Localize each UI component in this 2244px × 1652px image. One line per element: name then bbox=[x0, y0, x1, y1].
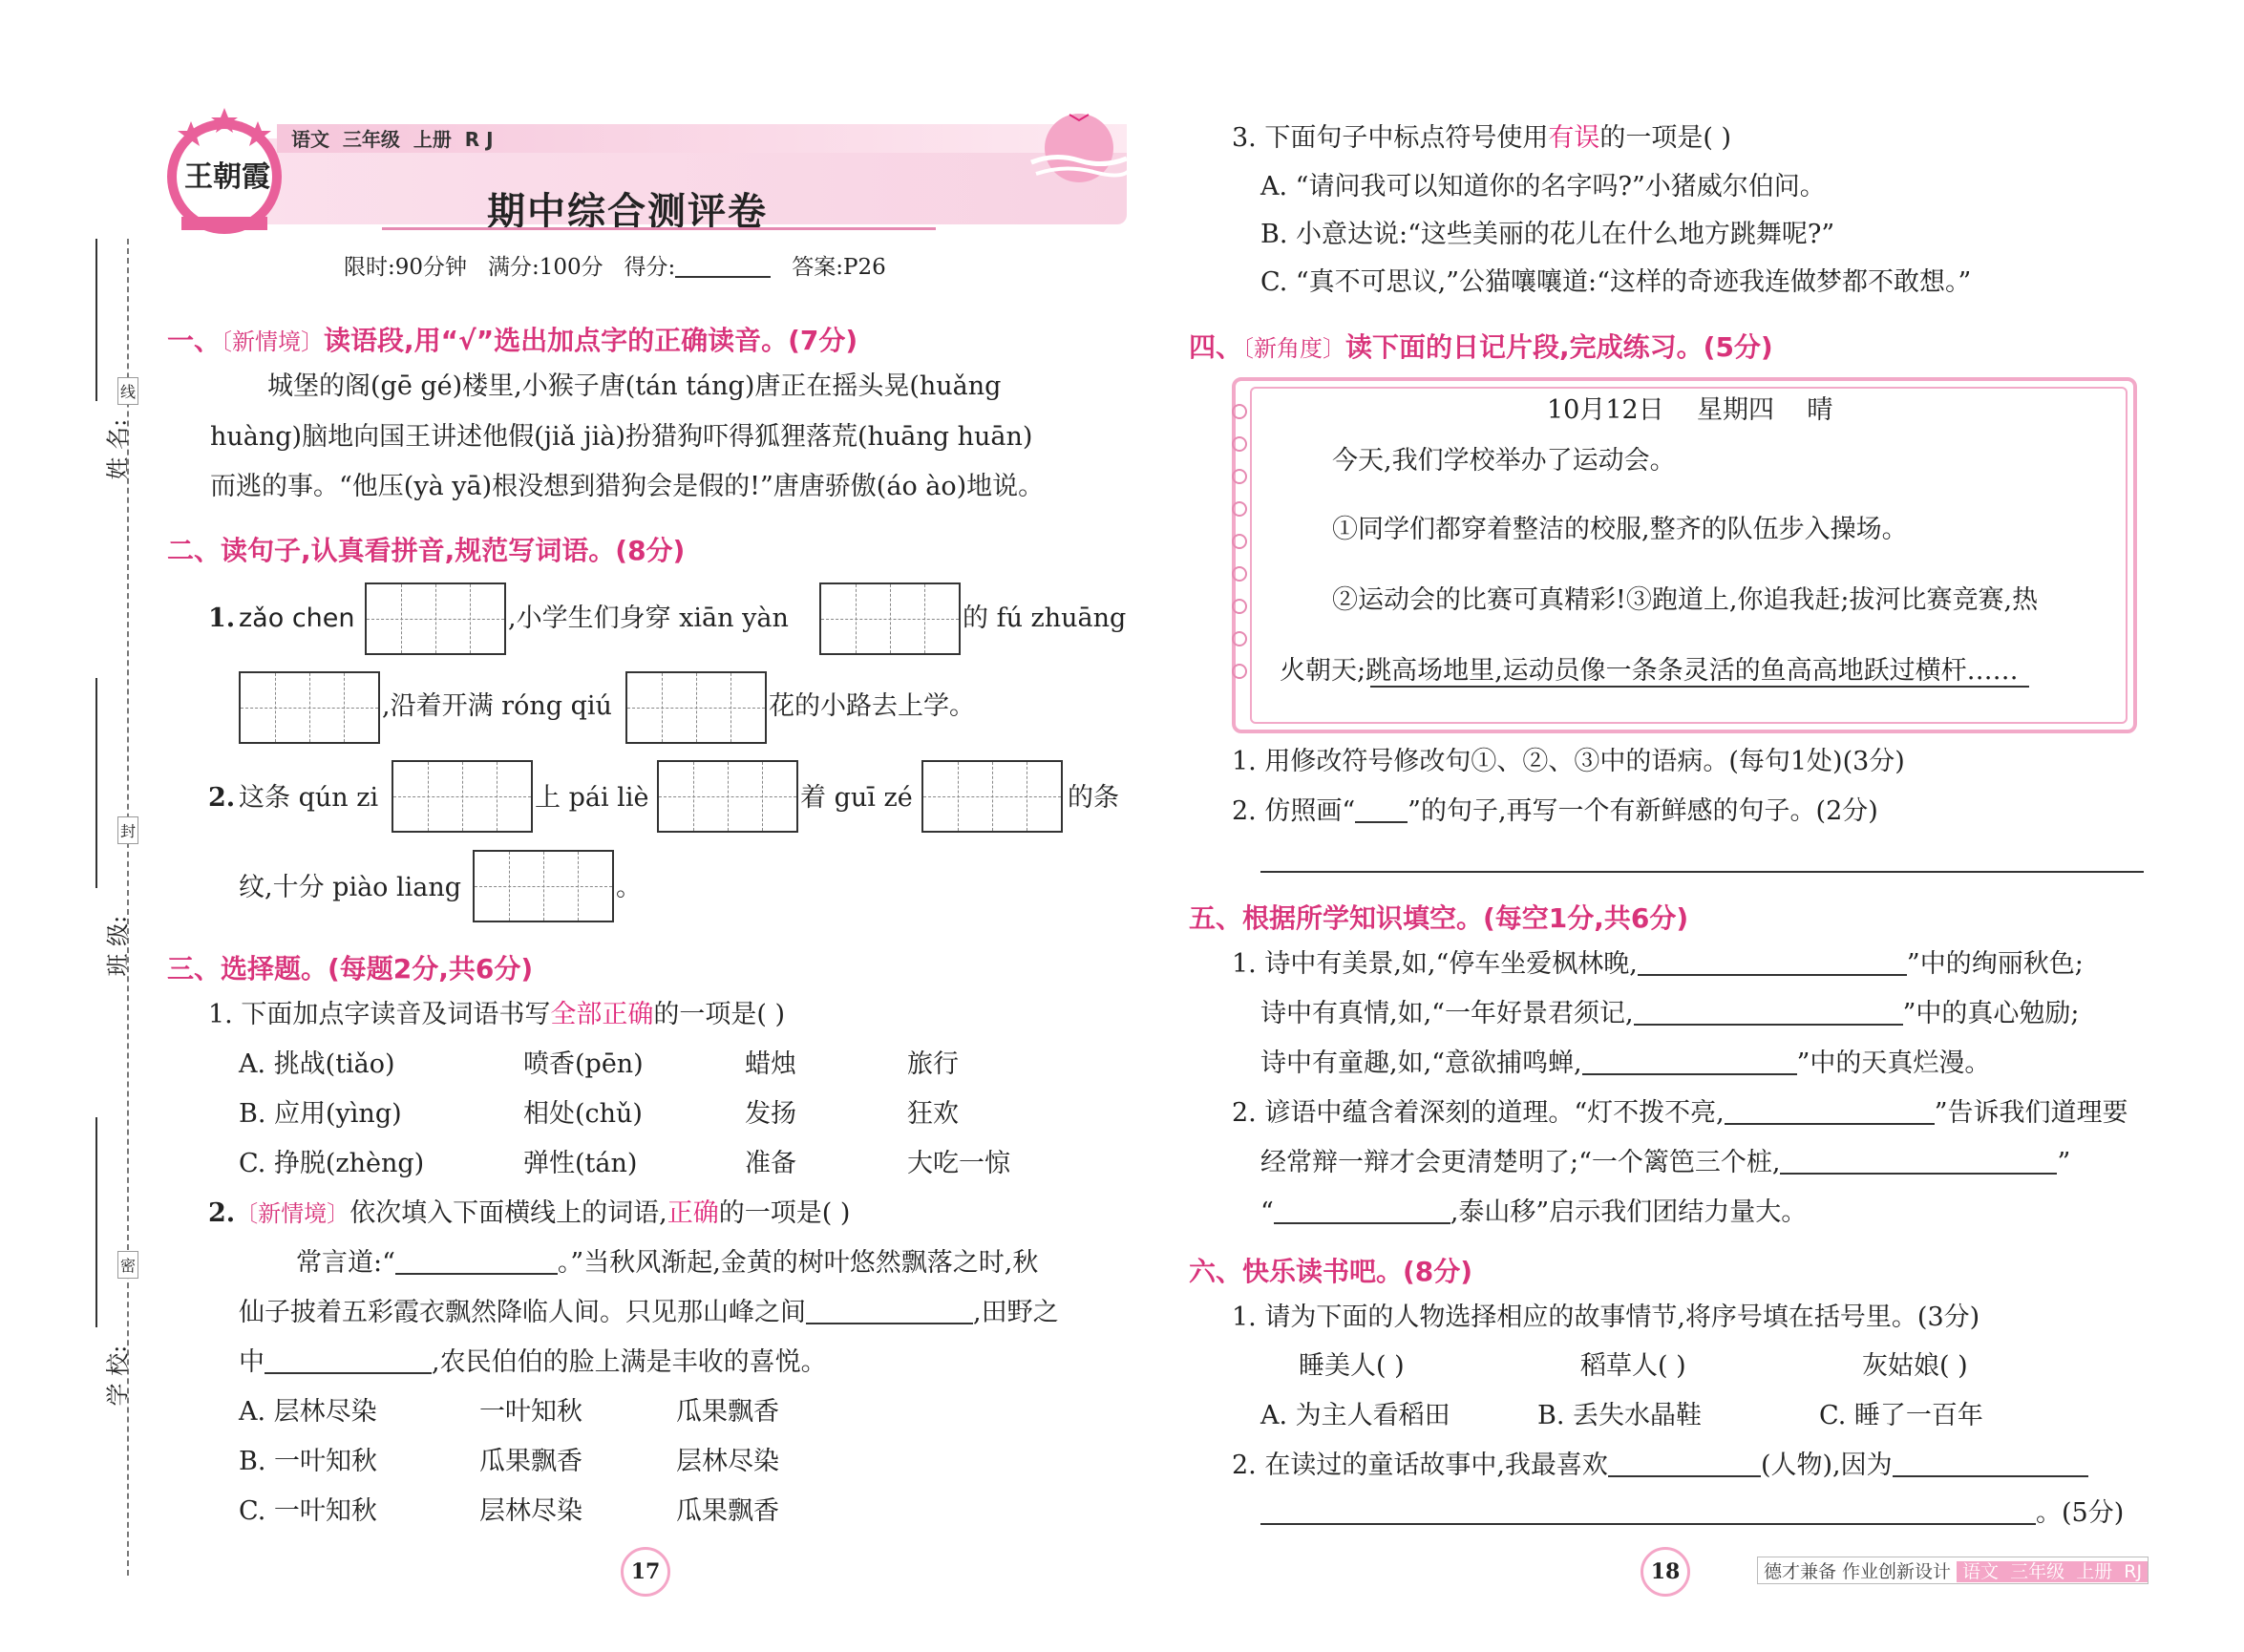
diary-line-2: ①同学们都穿着整洁的校服,整齐的队伍步入操场。 bbox=[1332, 515, 1908, 544]
title-underline bbox=[382, 227, 936, 230]
school-line[interactable] bbox=[95, 1117, 97, 1327]
q2-2-num: 2. bbox=[208, 783, 236, 813]
q3-2-passage-3 bbox=[239, 1345, 827, 1380]
section1-line-2: huàng)脑地向国王讲述他假(jiǎ jià)扮猎狗吓得狐狸落荒(huāng huān) bbox=[210, 422, 1033, 452]
name-label: 姓 名: bbox=[104, 418, 132, 480]
class-field[interactable] bbox=[67, 668, 132, 984]
q2-2-text-3: 着 guī zé bbox=[800, 783, 913, 813]
opt-c-1: C. 挣脱(zhèng) bbox=[239, 1149, 425, 1178]
q2opt-b-2: 瓜果飘香 bbox=[479, 1447, 582, 1476]
q3-3-pre: 3. 下面句子中标点符号使用 bbox=[1232, 123, 1549, 153]
q5-1a: 1. 诗中有美景,如,“停车坐爱枫林晚, bbox=[1232, 949, 1638, 979]
section1-num: 一、 bbox=[167, 325, 222, 356]
answer-ref: 答案:P26 bbox=[792, 255, 886, 280]
passage-1b: 。”当秋风渐起,金黄的树叶悠然飘落之时,秋 bbox=[557, 1248, 1039, 1278]
char-grid-xianyan[interactable] bbox=[819, 582, 961, 655]
diary-underline bbox=[1370, 686, 2029, 688]
q5-1b: ”中的绚丽秋色; bbox=[1906, 949, 2084, 979]
q3-1-post: 的一项是( ) bbox=[653, 1000, 785, 1029]
q5-line-2 bbox=[1260, 997, 2079, 1031]
name-line[interactable] bbox=[95, 239, 97, 401]
q2opt-c-3: 瓜果飘香 bbox=[676, 1496, 779, 1526]
footer-brand bbox=[1757, 1557, 2149, 1584]
school-label: 学 校: bbox=[104, 1345, 132, 1407]
q5-line-6 bbox=[1260, 1196, 1807, 1230]
passage-blank-1[interactable] bbox=[395, 1248, 558, 1275]
notebook-spiral bbox=[1228, 400, 1257, 706]
char-grid-guize[interactable] bbox=[921, 760, 1063, 833]
q2-2-text-2: 上 pái liè bbox=[535, 783, 649, 813]
q2-1-text-2: 的 fú zhuāng bbox=[963, 604, 1127, 633]
logo-text: 王朝霞 bbox=[184, 160, 270, 194]
q2-1-text-3: ,沿着开满 róng qiú bbox=[382, 691, 612, 721]
section1-line-1: 城堡的阁(gē gé)楼里,小猴子唐(tán táng)唐正在摇头晃(huǎng bbox=[267, 371, 1002, 401]
q3-2-pre: 依次填入下面横线上的词语, bbox=[349, 1198, 667, 1228]
q4-1: 1. 用修改符号修改句①、②、③中的语病。(每句1处)(3分) bbox=[1232, 747, 1905, 776]
q5-line-3 bbox=[1260, 1047, 1990, 1081]
q6-1: 1. 请为下面的人物选择相应的故事情节,将序号填在括号里。(3分) bbox=[1232, 1303, 1980, 1332]
q5-2a: 诗中有真情,如,“一年好景君须记, bbox=[1260, 999, 1634, 1028]
q6-2-mid: (人物),因为 bbox=[1760, 1451, 1893, 1480]
q2-2-text-1: 这条 qún zi bbox=[239, 783, 379, 813]
page-number-right: 18 bbox=[1641, 1547, 1690, 1597]
section4-tag: 〔新角度〕 bbox=[1242, 335, 1346, 362]
char-grid-piaoliang[interactable] bbox=[473, 850, 614, 922]
time-limit: 限时:90分钟 bbox=[344, 255, 468, 280]
q5-blank-1[interactable] bbox=[1638, 949, 1907, 976]
section1-line-3: 而逃的事。“他压(yà yā)根没想到猎狗会是假的!”唐唐骄傲(áo ào)地说。 bbox=[210, 472, 1045, 501]
q2-1-text-1: ,小学生们身穿 xiān yàn bbox=[508, 604, 789, 633]
opt-a-1: A. 挑战(tiǎo) bbox=[239, 1049, 395, 1079]
q4-2-answer-line[interactable] bbox=[1260, 871, 2144, 873]
diary-line-3: ②运动会的比赛可真精彩!③跑道上,你追我赶;拔河比赛竞赛,热 bbox=[1332, 585, 2039, 615]
q3-3-option-a[interactable]: A. “请问我可以知道你的名字吗?”小猪威尔伯问。 bbox=[1260, 172, 1826, 201]
class-line[interactable] bbox=[95, 678, 97, 888]
passage-2b: ,田野之 bbox=[973, 1298, 1059, 1327]
opt-b-1: B. 应用(yìng) bbox=[239, 1099, 402, 1129]
passage-blank-2[interactable] bbox=[806, 1298, 973, 1324]
section3-heading: 三、选择题。(每题2分,共6分) bbox=[167, 953, 534, 985]
q2opt-a-2: 一叶知秋 bbox=[479, 1397, 582, 1427]
q6-2-end: 。(5分) bbox=[2036, 1498, 2125, 1528]
char-grid-fuzhuang[interactable] bbox=[239, 671, 380, 744]
passage-2a: 仙子披着五彩霞衣飘然降临人间。只见那山峰之间 bbox=[239, 1298, 806, 1327]
q3-2-passage-2 bbox=[239, 1296, 1059, 1330]
section1-tag: 〔新情境〕 bbox=[221, 328, 325, 355]
q5-5a: 经常辩一辩才会更清楚明了;“一个篱笆三个桩, bbox=[1260, 1148, 1781, 1177]
q3-2-post: 的一项是( ) bbox=[718, 1198, 851, 1228]
q2opt-c-2: 层林尽染 bbox=[479, 1496, 582, 1526]
section5-heading: 五、根据所学知识填空。(每空1分,共6分) bbox=[1189, 902, 1689, 934]
q6-2-blank-1[interactable] bbox=[1608, 1451, 1761, 1477]
char-grid-zaochen[interactable] bbox=[365, 582, 506, 655]
q5-5b: ” bbox=[2057, 1148, 2071, 1177]
passage-1a: 常言道:“ bbox=[296, 1248, 395, 1278]
subject-line: 语文 三年级 上册 R J bbox=[291, 128, 494, 151]
q6-2-line-2 bbox=[1260, 1496, 2124, 1531]
q2opt-b-1: B. 一叶知秋 bbox=[239, 1447, 378, 1476]
q3-3-stem bbox=[1232, 121, 1731, 156]
person-scarecrow[interactable]: 稻草人( ) bbox=[1580, 1351, 1686, 1381]
opt-a-2: 喷香(pēn) bbox=[523, 1049, 644, 1079]
q5-blank-3[interactable] bbox=[1582, 1048, 1797, 1075]
q5-blank-2[interactable] bbox=[1634, 999, 1903, 1026]
passage-3b: ,农民伯伯的脸上满是丰收的喜悦。 bbox=[432, 1347, 827, 1377]
q3-1-highlight: 全部正确 bbox=[550, 1000, 654, 1029]
person-sleeping-beauty[interactable]: 睡美人( ) bbox=[1299, 1351, 1405, 1381]
side-mark-secret: 密 bbox=[117, 1251, 138, 1279]
q6-2-blank-3[interactable] bbox=[1260, 1498, 2036, 1525]
section1-heading bbox=[167, 320, 857, 358]
class-label: 班 级: bbox=[104, 915, 132, 977]
name-field[interactable] bbox=[67, 229, 132, 544]
q2-2-text-5: 纹,十分 piào liang bbox=[239, 873, 462, 902]
opt-a-4: 旅行 bbox=[907, 1049, 959, 1079]
q4-2-mark bbox=[1355, 796, 1408, 823]
score-label: 得分: bbox=[624, 255, 676, 280]
q6-2-pre: 2. 在读过的童话故事中,我最喜欢 bbox=[1232, 1451, 1608, 1480]
q5-3b: ”中的天真烂漫。 bbox=[1796, 1048, 1991, 1078]
char-grid-qunzi[interactable] bbox=[392, 760, 533, 833]
q6-option-c: C. 睡了一百年 bbox=[1819, 1401, 1983, 1430]
q5-blank-4[interactable] bbox=[1725, 1098, 1935, 1125]
diary-date: 10月12日 星期四 晴 bbox=[1547, 395, 1833, 425]
q4-2-post: ”的句子,再写一个有新鲜感的句子。(2分) bbox=[1408, 796, 1878, 826]
q5-4b: ”告诉我们道理要 bbox=[1934, 1098, 2128, 1128]
passage-blank-3[interactable] bbox=[265, 1347, 432, 1374]
q4-2-pre: 2. 仿照画“ bbox=[1232, 796, 1356, 826]
page-title: 期中综合测评卷 bbox=[487, 190, 768, 234]
opt-c-3: 准备 bbox=[745, 1149, 796, 1178]
diary-line-4: 火朝天;跳高场地里,运动员像一条条灵活的鱼高高地跃过横杆…… bbox=[1280, 656, 2019, 686]
q5-3a: 诗中有童趣,如,“意欲捕鸣蝉, bbox=[1260, 1048, 1582, 1078]
section4-heading bbox=[1189, 327, 1773, 365]
opt-c-4: 大吃一惊 bbox=[907, 1149, 1010, 1178]
q5-blank-5[interactable] bbox=[1780, 1148, 2057, 1175]
sun-cloud-decoration bbox=[1027, 105, 1132, 191]
q3-1-stem bbox=[208, 998, 785, 1032]
char-grid-rongqiu[interactable] bbox=[625, 671, 767, 744]
q5-2b: ”中的真心勉励; bbox=[1902, 999, 2080, 1028]
q6-2 bbox=[1232, 1449, 2088, 1483]
q6-option-b: B. 丢失水晶鞋 bbox=[1537, 1401, 1703, 1430]
q2opt-a-3: 瓜果飘香 bbox=[676, 1397, 779, 1427]
opt-b-4: 狂欢 bbox=[907, 1099, 959, 1129]
q5-line-4 bbox=[1232, 1096, 2128, 1131]
section4-title: 读下面的日记片段,完成练习。(5分) bbox=[1345, 331, 1773, 363]
q3-2-num: 2. bbox=[208, 1198, 236, 1228]
diary-line-1: 今天,我们学校举办了运动会。 bbox=[1332, 446, 1676, 476]
q3-3-post: 的一项是( ) bbox=[1599, 123, 1731, 153]
q2opt-c-1: C. 一叶知秋 bbox=[239, 1496, 377, 1526]
q2opt-a-1: A. 层林尽染 bbox=[239, 1397, 377, 1427]
q3-2-highlight: 正确 bbox=[667, 1198, 719, 1228]
q2-2-text-4: 的条 bbox=[1068, 783, 1119, 813]
section2-heading: 二、读句子,认真看拼音,规范写词语。(8分) bbox=[167, 535, 686, 566]
opt-c-2: 弹性(tán) bbox=[523, 1149, 638, 1178]
opt-b-3: 发扬 bbox=[745, 1099, 796, 1129]
side-mark-line: 线 bbox=[117, 377, 138, 405]
opt-b-2: 相处(chǔ) bbox=[523, 1099, 643, 1129]
q5-4a: 2. 谚语中蕴含着深刻的道理。“灯不拨不亮, bbox=[1232, 1098, 1725, 1128]
q2opt-b-3: 层林尽染 bbox=[676, 1447, 779, 1476]
q3-3-option-b[interactable]: B. 小意达说:“这些美丽的花儿在什么地方跳舞呢?” bbox=[1260, 220, 1835, 249]
section4-num: 四、 bbox=[1189, 331, 1243, 363]
q6-option-a: A. 为主人看稻田 bbox=[1260, 1401, 1450, 1430]
q2-2-text-6: 。 bbox=[616, 873, 642, 902]
brand-text: 德才兼备 作业创新设计 bbox=[1764, 1561, 1952, 1582]
q5-line-5 bbox=[1260, 1146, 2070, 1180]
q3-2-tag: 〔新情境〕 bbox=[235, 1200, 350, 1227]
q5-6a: “ bbox=[1260, 1197, 1274, 1227]
brand-tag: 语文 三年级 上册 RJ bbox=[1957, 1561, 2148, 1582]
side-mark-seal: 封 bbox=[117, 816, 138, 844]
q5-6b: ,泰山移”启示我们团结力量大。 bbox=[1450, 1197, 1808, 1227]
q3-3-highlight: 有误 bbox=[1548, 123, 1600, 153]
person-cinderella[interactable]: 灰姑娘( ) bbox=[1862, 1351, 1968, 1381]
exam-meta bbox=[344, 250, 886, 285]
char-grid-pailie[interactable] bbox=[657, 760, 798, 833]
q2-1-num: 1. bbox=[208, 604, 236, 633]
q4-2 bbox=[1232, 794, 1878, 829]
q3-2-passage-1 bbox=[296, 1246, 1038, 1281]
section6-heading: 六、快乐读书吧。(8分) bbox=[1189, 1256, 1473, 1287]
q5-blank-6[interactable] bbox=[1274, 1197, 1450, 1224]
q6-2-blank-2[interactable] bbox=[1893, 1451, 2088, 1477]
full-score: 满分:100分 bbox=[487, 255, 603, 280]
q3-3-option-c[interactable]: C. “真不可思议,”公猫嚷嚷道:“这样的奇迹我连做梦都不敢想。” bbox=[1260, 267, 1972, 297]
q2-1-text-4: 花的小路去上学。 bbox=[769, 691, 975, 721]
section1-title: 读语段,用“√”选出加点字的正确读音。(7分) bbox=[324, 325, 858, 356]
q5-line-1 bbox=[1232, 947, 2084, 982]
q2-1-pinyin-1: zǎo chen bbox=[239, 604, 355, 633]
q3-2-stem bbox=[208, 1197, 850, 1231]
page-number-left: 17 bbox=[621, 1547, 670, 1597]
school-field[interactable] bbox=[67, 1108, 132, 1423]
passage-3a: 中 bbox=[239, 1347, 265, 1377]
opt-a-3: 蜡烛 bbox=[745, 1049, 796, 1079]
q3-1-pre: 1. 下面加点字读音及词语书写 bbox=[208, 1000, 551, 1029]
score-blank[interactable] bbox=[675, 251, 771, 278]
